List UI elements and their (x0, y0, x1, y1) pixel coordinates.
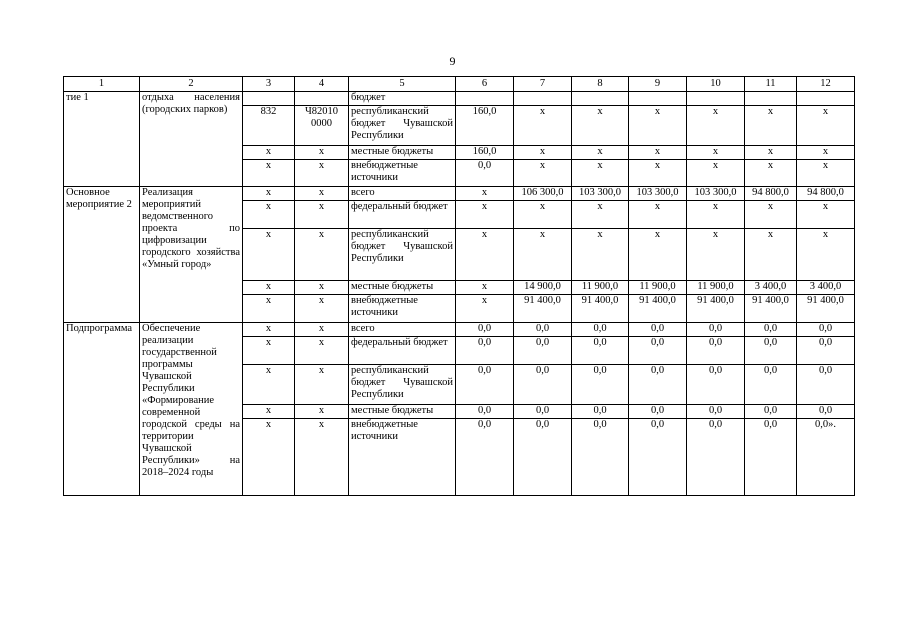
value-cell: x (629, 229, 687, 281)
value-cell: 91 400,0 (629, 295, 687, 323)
value-cell: x (745, 146, 797, 160)
header-cell: 1 (64, 77, 140, 92)
value-cell: x (687, 201, 745, 229)
value-cell: 0,0 (514, 365, 572, 405)
value-cell: x (797, 146, 855, 160)
funding-source-cell: внебюджетные источники (349, 160, 456, 187)
header-cell: 7 (514, 77, 572, 92)
value-cell: 0,0 (797, 365, 855, 405)
csr-code-cell: x (295, 323, 349, 337)
csr-code-cell: x (295, 337, 349, 365)
value-cell: 103 300,0 (572, 187, 629, 201)
value-cell: 0,0 (745, 337, 797, 365)
value-cell: 0,0 (745, 405, 797, 419)
value-cell: 0,0 (797, 405, 855, 419)
csr-code-cell: x (295, 146, 349, 160)
value-cell: 0,0 (514, 419, 572, 496)
header-cell: 9 (629, 77, 687, 92)
csr-code-cell: x (295, 419, 349, 496)
funding-source-cell: всего (349, 187, 456, 201)
value-cell: 0,0 (687, 337, 745, 365)
csr-code-cell: x (295, 201, 349, 229)
value-cell: 0,0 (629, 419, 687, 496)
value-cell: x (797, 160, 855, 187)
value-cell (745, 92, 797, 106)
funding-source-cell: внебюджетные источники (349, 419, 456, 496)
value-cell: x (514, 146, 572, 160)
value-cell: x (572, 146, 629, 160)
header-cell: 12 (797, 77, 855, 92)
value-cell: 0,0 (514, 323, 572, 337)
funding-source-cell: местные бюджеты (349, 281, 456, 295)
header-cell: 8 (572, 77, 629, 92)
value-cell: 0,0 (456, 323, 514, 337)
grbs-code-cell (243, 92, 295, 106)
value-cell: x (456, 229, 514, 281)
value-cell: 0,0 (572, 323, 629, 337)
value-cell (514, 92, 572, 106)
value-cell: 91 400,0 (572, 295, 629, 323)
program-name-cell: тие 1 (64, 92, 140, 187)
value-cell: 0,0 (745, 323, 797, 337)
csr-code-cell: x (295, 365, 349, 405)
value-cell (797, 92, 855, 106)
value-cell: x (456, 295, 514, 323)
value-cell: x (456, 281, 514, 295)
funding-source-cell: бюджет (349, 92, 456, 106)
grbs-code-cell: x (243, 365, 295, 405)
value-cell: x (629, 160, 687, 187)
value-cell: x (629, 106, 687, 146)
value-cell: 91 400,0 (745, 295, 797, 323)
value-cell: 0,0 (797, 323, 855, 337)
value-cell: 103 300,0 (687, 187, 745, 201)
grbs-code-cell: x (243, 229, 295, 281)
funding-source-cell: федеральный бюджет (349, 201, 456, 229)
grbs-code-cell: x (243, 201, 295, 229)
funding-source-cell: местные бюджеты (349, 405, 456, 419)
value-cell (629, 92, 687, 106)
value-cell: 0,0 (745, 419, 797, 496)
value-cell: x (456, 187, 514, 201)
value-cell: 14 900,0 (514, 281, 572, 295)
value-cell: 106 300,0 (514, 187, 572, 201)
grbs-code-cell: x (243, 146, 295, 160)
funding-source-cell: всего (349, 323, 456, 337)
value-cell: 0,0 (456, 337, 514, 365)
value-cell: 0,0». (797, 419, 855, 496)
value-cell: 0,0 (797, 337, 855, 365)
funding-source-cell: внебюджетные источники (349, 295, 456, 323)
header-cell: 11 (745, 77, 797, 92)
value-cell: 91 400,0 (687, 295, 745, 323)
value-cell: 0,0 (572, 365, 629, 405)
value-cell: 0,0 (456, 160, 514, 187)
csr-code-cell: x (295, 405, 349, 419)
value-cell: 0,0 (456, 405, 514, 419)
value-cell: x (797, 229, 855, 281)
value-cell: 3 400,0 (797, 281, 855, 295)
value-cell: 11 900,0 (572, 281, 629, 295)
csr-code-cell: x (295, 229, 349, 281)
table-row (64, 187, 855, 201)
header-cell: 10 (687, 77, 745, 92)
value-cell: 11 900,0 (687, 281, 745, 295)
value-cell: 0,0 (629, 323, 687, 337)
grbs-code-cell: x (243, 419, 295, 496)
value-cell: x (745, 160, 797, 187)
program-name-cell: Подпрограмма (64, 323, 140, 496)
value-cell: x (745, 106, 797, 146)
value-cell: 0,0 (514, 337, 572, 365)
value-cell: 0,0 (572, 337, 629, 365)
header-cell: 4 (295, 77, 349, 92)
value-cell: x (572, 160, 629, 187)
funding-source-cell: федеральный бюджет (349, 337, 456, 365)
value-cell: x (572, 106, 629, 146)
value-cell: 0,0 (629, 365, 687, 405)
table-row (64, 323, 855, 337)
value-cell: x (687, 146, 745, 160)
funding-source-cell: республиканский бюджет Чувашской Республики (349, 106, 456, 146)
grbs-code-cell: x (243, 160, 295, 187)
value-cell: x (572, 201, 629, 229)
value-cell: 11 900,0 (629, 281, 687, 295)
csr-code-cell: x (295, 295, 349, 323)
value-cell: x (745, 229, 797, 281)
value-cell: 0,0 (687, 419, 745, 496)
measure-name-cell: отдыха населения (городских парков) (140, 92, 243, 187)
value-cell: 0,0 (572, 419, 629, 496)
measure-name-cell: Реализация мероприятий ведомственного проекта по цифровизации городского хозяйства «Умный город» (140, 187, 243, 323)
value-cell: x (514, 229, 572, 281)
value-cell: 91 400,0 (797, 295, 855, 323)
value-cell: 103 300,0 (629, 187, 687, 201)
value-cell: 0,0 (514, 405, 572, 419)
value-cell: x (514, 160, 572, 187)
value-cell (687, 92, 745, 106)
header-cell: 3 (243, 77, 295, 92)
funding-source-cell: местные бюджеты (349, 146, 456, 160)
value-cell: 0,0 (572, 405, 629, 419)
value-cell: 160,0 (456, 146, 514, 160)
program-name-cell: Основное мероприятие 2 (64, 187, 140, 323)
csr-code-cell: x (295, 187, 349, 201)
value-cell: 94 800,0 (745, 187, 797, 201)
value-cell: x (572, 229, 629, 281)
grbs-code-cell: x (243, 405, 295, 419)
value-cell: 0,0 (456, 365, 514, 405)
value-cell: x (514, 201, 572, 229)
grbs-code-cell: x (243, 187, 295, 201)
value-cell: x (687, 229, 745, 281)
value-cell: 160,0 (456, 106, 514, 146)
csr-code-cell: Ч82010 0000 (295, 106, 349, 146)
value-cell: 0,0 (745, 365, 797, 405)
csr-code-cell (295, 92, 349, 106)
table-row (64, 92, 855, 106)
table-body (64, 77, 855, 496)
value-cell: 0,0 (629, 405, 687, 419)
value-cell: x (797, 201, 855, 229)
value-cell: 0,0 (456, 419, 514, 496)
header-cell: 6 (456, 77, 514, 92)
measure-name-cell: Обеспечение реализации государственной программы Чувашской Республики «Формирование современной городской среды на территории Чувашской Республики» на 2018–2024 годы (140, 323, 243, 496)
value-cell: x (797, 106, 855, 146)
funding-source-cell: республиканский бюджет Чувашской Республики (349, 229, 456, 281)
value-cell: x (687, 160, 745, 187)
grbs-code-cell: 832 (243, 106, 295, 146)
value-cell: 0,0 (687, 323, 745, 337)
grbs-code-cell: x (243, 281, 295, 295)
grbs-code-cell: x (243, 323, 295, 337)
csr-code-cell: x (295, 160, 349, 187)
header-cell: 5 (349, 77, 456, 92)
value-cell: 0,0 (687, 365, 745, 405)
value-cell (572, 92, 629, 106)
value-cell: x (629, 146, 687, 160)
value-cell: 0,0 (629, 337, 687, 365)
header-row (64, 77, 855, 92)
budget-table (63, 76, 855, 496)
value-cell: x (456, 201, 514, 229)
value-cell: x (687, 106, 745, 146)
value-cell: 0,0 (687, 405, 745, 419)
value-cell: 91 400,0 (514, 295, 572, 323)
grbs-code-cell: x (243, 337, 295, 365)
value-cell: x (629, 201, 687, 229)
header-cell: 2 (140, 77, 243, 92)
value-cell (456, 92, 514, 106)
value-cell: 94 800,0 (797, 187, 855, 201)
page-number: 9 (449, 54, 456, 68)
value-cell: x (745, 201, 797, 229)
value-cell: 3 400,0 (745, 281, 797, 295)
funding-source-cell: республиканский бюджет Чувашской Республики (349, 365, 456, 405)
value-cell: x (514, 106, 572, 146)
grbs-code-cell: x (243, 295, 295, 323)
csr-code-cell: x (295, 281, 349, 295)
